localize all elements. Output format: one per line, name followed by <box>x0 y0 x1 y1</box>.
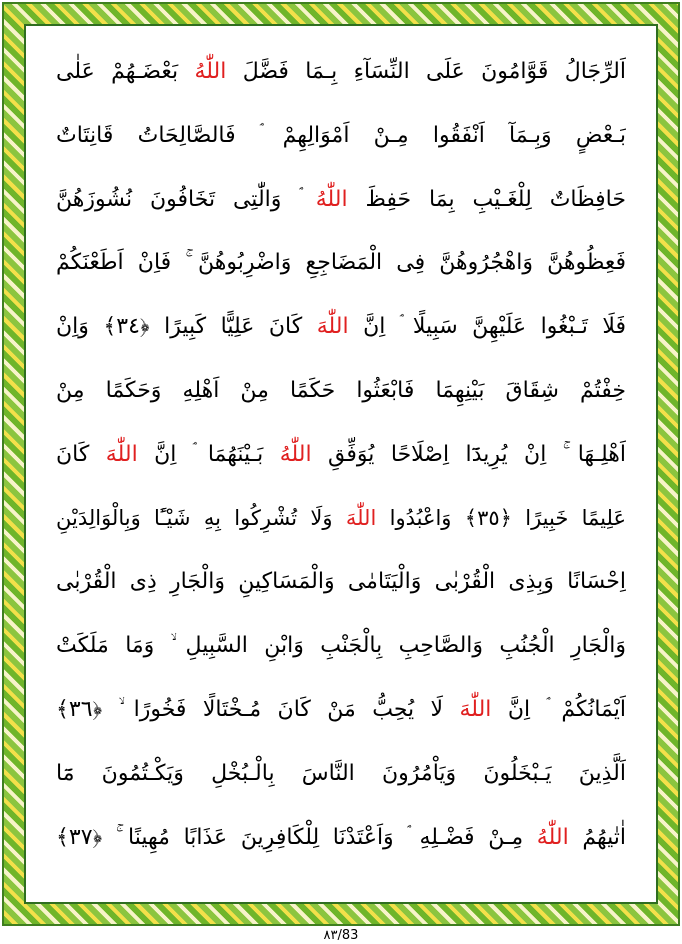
text-line-1 <box>56 40 626 104</box>
line-text: حَافِظَاتٌ لِلْغَـيْبِ بِمَا حَفِظَ <box>347 186 626 212</box>
text-line-10 <box>56 614 626 678</box>
line-text: اَلَّذِينَ يَـبْخَلُونَ وَيَاْمُرُونَ النَّاسَ بِالْـبُخْلِ وَيَكْـتُمُونَ مَٓا <box>56 760 626 786</box>
line-text: اَيْمَانُكُمْ ۘ اِنَّ <box>491 696 626 722</box>
line-text: فَلَا تَـبْغُوا عَلَيْهِنَّ سَبِيلًا ۘ اِنَّ <box>348 314 626 340</box>
divine-name: اللّٰهُ <box>315 186 348 212</box>
line-text: اَلرِّجَالُ قَوَّامُونَ عَلَى النِّسَآءِ بِـمَا فَضَّلَ <box>226 59 626 84</box>
text-line-2 <box>56 104 626 168</box>
text-line-6 <box>56 359 626 423</box>
line-text: اَهْلِـهَا ۚ اِنْ يُرِيدَٓا اِصْلَاحًا يُوَفِّقِ <box>311 441 626 467</box>
text-line-12 <box>56 742 626 806</box>
divine-name: اللّٰهُ <box>194 59 227 84</box>
line-text: فَعِظُوهُنَّ وَاهْجُرُوهُنَّ فِى الْمَضَاجِعِ وَاضْرِبُوهُنَّ ۚ فَاِنْ اَطَعْنَكُمْ <box>56 250 626 276</box>
text-line-8 <box>56 487 626 551</box>
page-content <box>24 24 658 904</box>
line-text: اٰتٰيهُمُ <box>568 824 626 850</box>
line-text: بَعْضَـهُمْ عَلٰى <box>56 59 195 84</box>
decorative-border <box>2 2 680 926</box>
divine-name: اللّٰهَ <box>316 314 349 340</box>
divine-name: اللّٰهَ <box>105 441 138 467</box>
quran-text <box>56 40 626 869</box>
line-text: لَا يُحِبُّ مَنْ كَانَ مُـخْتَالًا فَخُورًا ۙ ﴿٣٦﴾ <box>56 696 460 722</box>
divine-name: اللّٰهَ <box>345 505 377 530</box>
divine-name: اللّٰهَ <box>459 696 492 722</box>
line-text: اِحْسَانًا وَبِذِى الْقُرْبٰى وَالْيَتَامٰى وَالْمَسَاكِينِ وَالْجَارِ ذِى الْقُرْبٰى <box>56 569 626 595</box>
line-text: كَانَ <box>56 441 106 467</box>
divine-name: اللّٰهُ <box>279 441 312 467</box>
line-text: ۘ وَالّٰتِى تَخَافُونَ نُشُوزَهُنَّ <box>56 186 316 212</box>
page-number: ٨٣/83 <box>323 928 359 943</box>
text-line-9 <box>56 550 626 614</box>
text-line-3 <box>56 168 626 232</box>
text-line-13 <box>56 806 626 870</box>
line-text: مِـنْ فَضْـلِهِ ۘ وَاَعْتَدْنَا لِلْكَافِرِينَ عَذَابًا مُهِينًا ۚ ﴿٣٧﴾ <box>56 824 537 850</box>
text-line-7 <box>56 423 626 487</box>
line-text: عَلِيمًا خَبِيرًا ﴿٣٥﴾ وَاعْبُدُوا <box>376 505 626 530</box>
text-line-11 <box>56 678 626 742</box>
line-text: كَانَ عَلِيًّا كَبِيرًا ﴿٣٤﴾ وَاِنْ <box>56 314 317 340</box>
text-line-5 <box>56 295 626 359</box>
line-text: وَلَا تُشْرِكُوا بِهِ شَيْـًٔا وَبِالْوَالِدَيْنِ <box>56 505 346 530</box>
line-text: بَـعْضٍ وَبِـمَآ اَنْفَقُوا مِـنْ اَمْوَالِهِمْ ۘ فَالصَّالِحَاتُ قَانِتَاتٌ <box>56 122 626 148</box>
text-line-4 <box>56 231 626 295</box>
line-text: وَالْجَارِ الْجُنُبِ وَالصَّاحِبِ بِالْجَنْبِ وَابْنِ السَّبِيلِ ۙ وَمَا مَلَكَتْ <box>56 633 626 659</box>
line-text: خِفْتُمْ شِقَاقَ بَيْنِهِمَا فَابْعَثُوا حَكَمًا مِنْ اَهْلِهِ وَحَكَمًا مِنْ <box>56 377 626 403</box>
line-text: بَـيْنَهُمَا ۘ اِنَّ <box>137 441 280 467</box>
divine-name: اللّٰهُ <box>536 824 569 850</box>
